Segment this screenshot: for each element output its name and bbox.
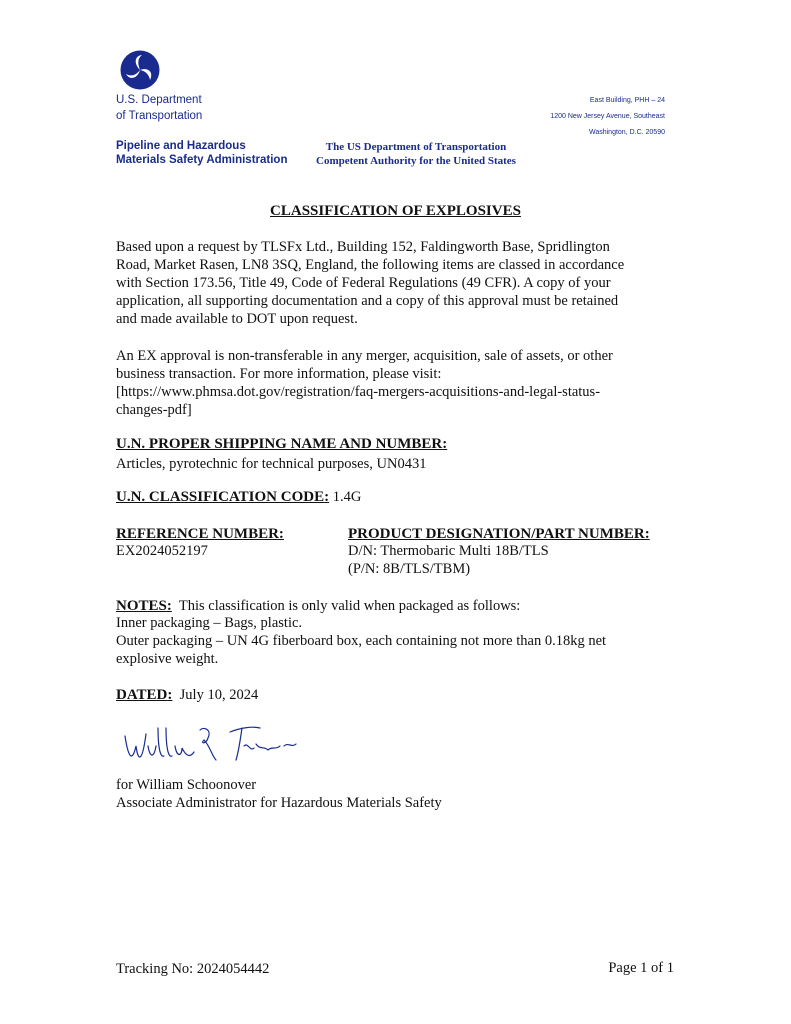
product-designation-heading: PRODUCT DESIGNATION/PART NUMBER: <box>348 526 650 542</box>
address-line1: East Building, PHH – 24 <box>589 97 665 104</box>
dated-line: DATED: July 10, 2024 <box>116 687 259 703</box>
document-title: CLASSIFICATION OF EXPLOSIVES <box>270 203 521 219</box>
reference-number-heading: REFERENCE NUMBER: <box>116 526 284 542</box>
address-line2: 1200 New Jersey Avenue, Southeast <box>550 113 665 120</box>
classification-code: U.N. CLASSIFICATION CODE: 1.4G <box>116 489 362 505</box>
notes-inner-packaging: Inner packaging – Bags, plastic. <box>116 615 303 631</box>
shipping-name-heading: U.N. PROPER SHIPPING NAME AND NUMBER: <box>116 436 448 452</box>
transfer-paragraph: An EX approval is non-transferable in any merger, acquisition, sale of assets, or other business transaction. For more information, please visit: [https://www.phmsa.dot.gov/registration/faq-mergers-acquisitions-and-legal-status- changes-pdf] <box>116 348 613 418</box>
notes-outer-packaging: Outer packaging – UN 4G fiberboard box, each containing not more than 0.18kg net <box>116 633 607 649</box>
page-number: Page 1 of 1 <box>608 960 674 976</box>
tracking-number: Tracking No: 2024054442 <box>116 961 270 977</box>
product-designation-line1: D/N: Thermobaric Multi 18B/TLS <box>348 543 549 559</box>
dept-name-line1: U.S. Department <box>116 94 202 106</box>
reference-number-value: EX2024052197 <box>116 543 208 559</box>
phmsa-name: Pipeline and Hazardous Materials Safety Administration <box>116 140 288 166</box>
shipping-name-value: Articles, pyrotechnic for technical purposes, UN0431 <box>116 456 427 472</box>
dot-logo-icon <box>120 50 160 90</box>
competent-authority: The US Department of Transportation Competent Authority for the United States <box>316 141 516 167</box>
signer-on-behalf: for William Schoonover <box>116 777 257 793</box>
request-paragraph: Based upon a request by TLSFx Ltd., Building 152, Faldingworth Base, Spridlington Road, Market Rasen, LN8 3SQ, England, the following items are classed in accordance with Section 173.56, Title 49, Code of Federal Regulations (49 CFR). A copy of your application, all supporting documentation and a copy of this approval must be retained and made available to DOT upon request. <box>116 239 625 327</box>
product-designation-line2: (P/N: 8B/TLS/TBM) <box>348 561 471 577</box>
dept-name-line2: of Transportation <box>116 110 203 122</box>
signature <box>120 716 300 776</box>
address-line3: Washington, D.C. 20590 <box>588 129 665 136</box>
signer-title: Associate Administrator for Hazardous Materials Safety <box>116 795 442 811</box>
notes-heading: NOTES: This classification is only valid when packaged as follows: <box>116 598 521 614</box>
notes-weight: explosive weight. <box>116 651 219 667</box>
